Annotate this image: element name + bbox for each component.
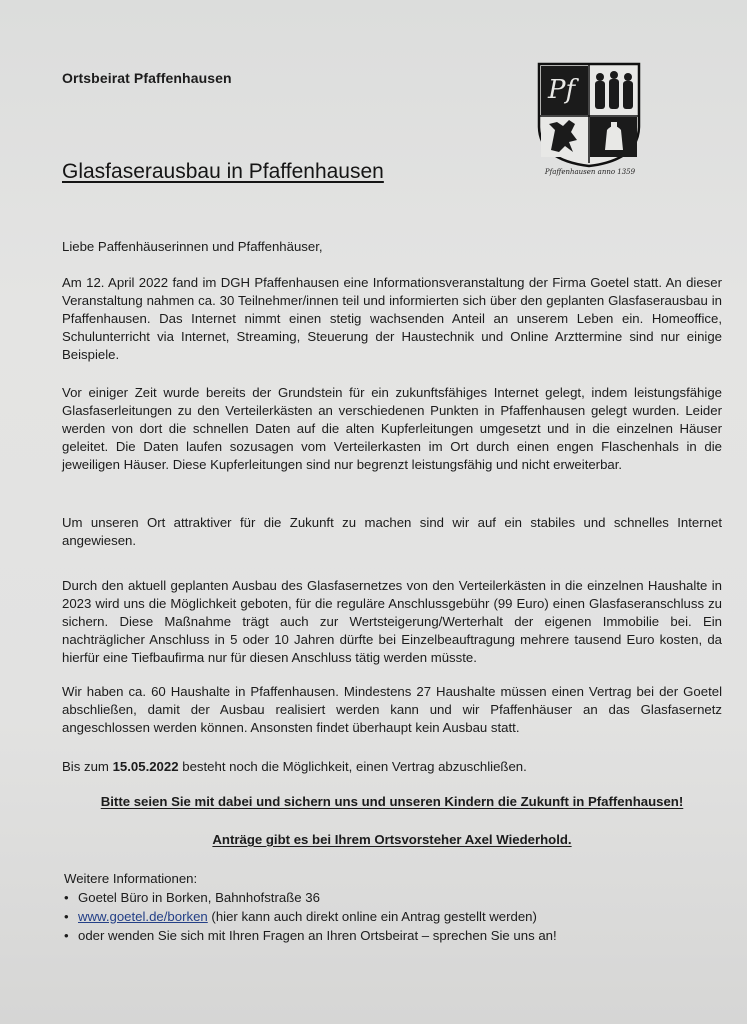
deadline-suffix: besteht noch die Möglichkeit, einen Vertrag abzuschließen. xyxy=(178,759,527,774)
callout-appeal: Bitte seien Sie mit dabei und sichern uns und unseren Kindern die Zukunft in Pfaffenhausen! xyxy=(100,794,684,809)
list-item-text: (hier kann auch direkt online ein Antrag gestellt werden) xyxy=(207,909,537,924)
list-item xyxy=(64,907,557,926)
svg-text:Pf: Pf xyxy=(548,75,576,105)
more-info-title: Weitere Informationen: xyxy=(64,871,198,886)
paragraph-attractiveness: Um unseren Ort attraktiver für die Zukunft zu machen sind wir auf ein stabiles und schnelles Internet angewiesen. xyxy=(62,515,722,548)
list-item-text: Goetel Büro in Borken, Bahnhofstraße 36 xyxy=(78,890,320,905)
bullet-icon: • xyxy=(64,928,69,943)
paragraph-event: Am 12. April 2022 fand im DGH Pfaffenhausen eine Informationsveranstaltung der Firma Goetel statt. An dieser Veranstaltung nahmen ca. 30 Teilnehmer/innen teil und informierten sich über den geplanten Glasfaserausbau in Pfaffenhausen. Das Internet nimmt einen stetig wachsenden Anteil an unserem Leben ein. Homeoffice, Schulunterricht via Internet, Streaming, Steuerung der Haustechnik und Online Arzttermine sind nur einige Beispiele. xyxy=(62,275,722,362)
list-item xyxy=(64,888,557,907)
bullet-icon: • xyxy=(64,890,69,905)
paragraph-infrastructure: Vor einiger Zeit wurde bereits der Grundstein für ein zukunftsfähiges Internet gelegt, indem leistungsfähige Glasfaserleitungen zu den Verteilerkästen an verschiedenen Punkten in Pfaffenhausen gelegt wurden. Leider werden von dort die schnellen Daten auf die alten Kupferleitungen umgesetzt und in die einzelnen Häuser geleitet. Die Daten laufen sozusagen vom Verteilerkasten im Ort durch einen engen Flaschenhals in die jeweiligen Häuser. Diese Kupferleitungen sind nur begrenzt leistungsfähig und nicht erweiterbar. xyxy=(62,385,722,472)
deadline-prefix: Bis zum xyxy=(62,759,113,774)
paragraph-expansion: Durch den aktuell geplanten Ausbau des Glasfasernetzes von den Verteilerkästen in die einzelnen Haushalte in 2023 wird uns die Möglichkeit geboten, für die reguläre Anschlussgebühr (99 Euro) einen Glasfaseranschluss zu sichern. Diese Maßnahme trägt auch zur Wertsteigerung/Werterhalt der eigenen Immobilie bei. Ein nachträglicher Anschluss in 5 oder 10 Jahren dürfte bei Einzelbeauftragung mehrere tausend Euro kosten, da hierfür eine Tiefbaufirma nur für diesen Anschluss tätig werden müsste. xyxy=(62,578,722,665)
salutation: Liebe Paffenhäuserinnen und Pfaffenhäuser, xyxy=(62,239,323,254)
goetel-link[interactable]: www.goetel.de/borken xyxy=(78,909,208,924)
callout-applications: Anträge gibt es bei Ihrem Ortsvorsteher Axel Wiederhold. xyxy=(212,832,572,847)
deadline-date: 15.05.2022 xyxy=(112,759,179,774)
list-item-text: oder wenden Sie sich mit Ihren Fragen an Ihren Ortsbeirat – sprechen Sie uns an! xyxy=(78,928,557,943)
crest-caption: Pfaffenhausen anno 1359 xyxy=(544,168,636,176)
list-item xyxy=(64,926,557,945)
paragraph-households: Wir haben ca. 60 Haushalte in Pfaffenhausen. Mindestens 27 Haushalte müssen einen Vertrag bei der Goetel abschließen, damit der Ausbau realisiert werden kann und wir Pfaffenhäuser an das Glasfasernetz angeschlossen werden können. Ansonsten findet überhaupt kein Ausbau statt. xyxy=(62,684,722,735)
document-title: Glasfaserausbau in Pfaffenhausen xyxy=(62,160,384,183)
deadline-paragraph xyxy=(62,758,722,776)
bullet-icon: • xyxy=(64,909,69,924)
more-info-list xyxy=(64,888,557,945)
organization-name: Ortsbeirat Pfaffenhausen xyxy=(62,70,232,86)
